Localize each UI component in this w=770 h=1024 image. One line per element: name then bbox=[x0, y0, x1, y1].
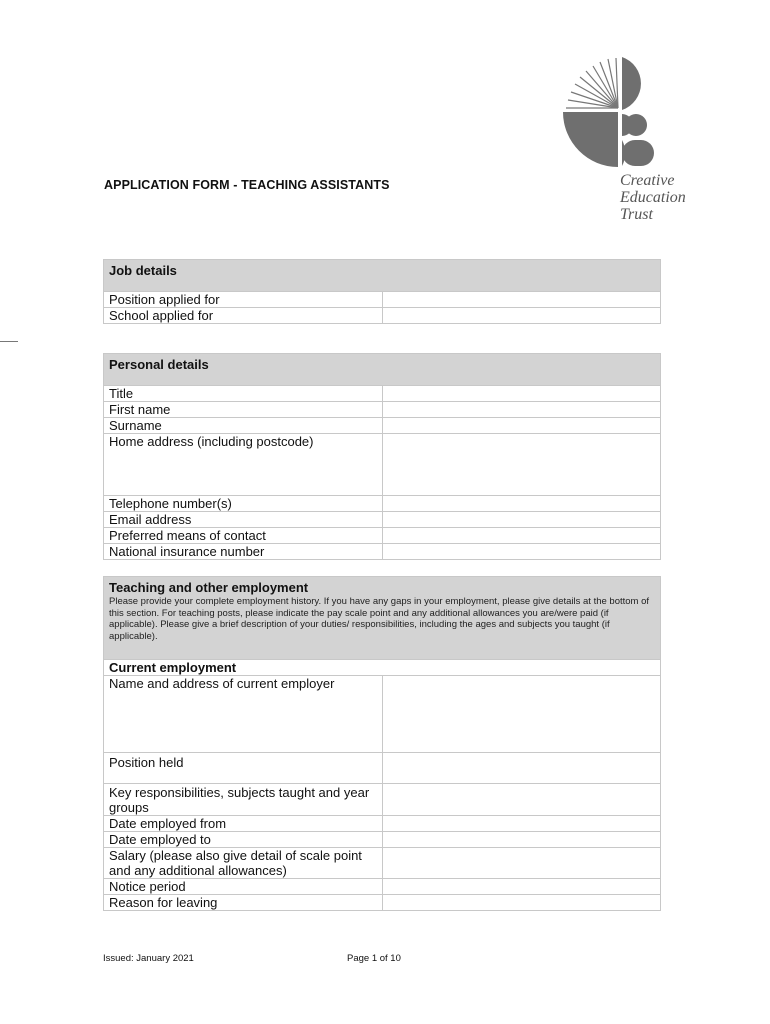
row-label-surname: Surname bbox=[104, 418, 383, 434]
job-details-header: Job details bbox=[104, 260, 661, 292]
title-field[interactable] bbox=[382, 386, 661, 402]
home-address-field[interactable] bbox=[382, 434, 661, 496]
employment-table bbox=[103, 576, 661, 911]
position-held-field[interactable] bbox=[382, 753, 661, 784]
job-details-table bbox=[103, 259, 661, 324]
surname-field[interactable] bbox=[382, 418, 661, 434]
email-field[interactable] bbox=[382, 512, 661, 528]
preferred-contact-field[interactable] bbox=[382, 528, 661, 544]
employment-description: Please provide your complete employment history. If you have any gaps in your employment, please give details at the bottom of this section. For teaching posts, please indicate the pay scale point and any additional allowances you are/were paid (if applicable). Please give a brief description of your duties/ responsibilities, including the ages and subjects you taught (if applicable). bbox=[109, 596, 650, 642]
notice-period-field[interactable] bbox=[382, 879, 661, 895]
row-label-position: Position applied for bbox=[104, 292, 383, 308]
row-label-date-from: Date employed from bbox=[104, 816, 383, 832]
date-employed-to-field[interactable] bbox=[382, 832, 661, 848]
row-label-salary: Salary (please also give detail of scale point and any additional allowances) bbox=[104, 848, 383, 879]
first-name-field[interactable] bbox=[382, 402, 661, 418]
date-employed-from-field[interactable] bbox=[382, 816, 661, 832]
row-label-key-responsibilities: Key responsibilities, subjects taught and year groups bbox=[104, 784, 383, 816]
row-label-email: Email address bbox=[104, 512, 383, 528]
key-responsibilities-field[interactable] bbox=[382, 784, 661, 816]
footer-page-number: Page 1 of 10 bbox=[347, 953, 401, 964]
logo-line-3: Trust bbox=[620, 206, 653, 223]
logo-line-1: Creative bbox=[620, 172, 675, 189]
document-title: APPLICATION FORM - TEACHING ASSISTANTS bbox=[104, 178, 390, 192]
row-label-current-employer: Name and address of current employer bbox=[104, 676, 383, 753]
row-label-ni-number: National insurance number bbox=[104, 544, 383, 560]
personal-details-table bbox=[103, 353, 661, 560]
footer-issued: Issued: January 2021 bbox=[103, 953, 194, 964]
row-label-position-held: Position held bbox=[104, 753, 383, 784]
current-employer-field[interactable] bbox=[382, 676, 661, 753]
row-label-notice-period: Notice period bbox=[104, 879, 383, 895]
employment-header bbox=[104, 577, 661, 660]
row-label-preferred-contact: Preferred means of contact bbox=[104, 528, 383, 544]
margin-mark bbox=[0, 341, 18, 342]
ni-number-field[interactable] bbox=[382, 544, 661, 560]
row-label-home-address: Home address (including postcode) bbox=[104, 434, 383, 496]
row-label-school: School applied for bbox=[104, 308, 383, 324]
telephone-field[interactable] bbox=[382, 496, 661, 512]
logo-line-2: Education bbox=[620, 189, 686, 206]
row-label-reason-leaving: Reason for leaving bbox=[104, 895, 383, 911]
row-label-telephone: Telephone number(s) bbox=[104, 496, 383, 512]
current-employment-subheader: Current employment bbox=[104, 660, 661, 676]
logo-wordmark bbox=[620, 172, 686, 223]
row-label-date-to: Date employed to bbox=[104, 832, 383, 848]
position-applied-field[interactable] bbox=[382, 292, 661, 308]
school-applied-field[interactable] bbox=[382, 308, 661, 324]
reason-leaving-field[interactable] bbox=[382, 895, 661, 911]
personal-details-header: Personal details bbox=[104, 354, 661, 386]
salary-field[interactable] bbox=[382, 848, 661, 879]
row-label-title: Title bbox=[104, 386, 383, 402]
row-label-first-name: First name bbox=[104, 402, 383, 418]
employment-header-title: Teaching and other employment bbox=[109, 580, 309, 595]
